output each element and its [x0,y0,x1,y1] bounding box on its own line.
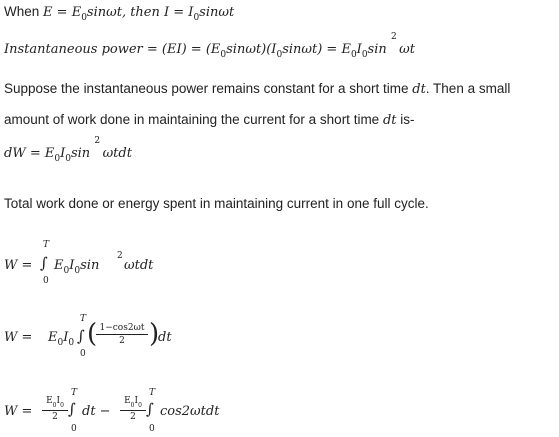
equation-line-1 [4,4,234,23]
paragraph-line-2: amount of work done in maintaining the current for a short time dt is- [4,112,415,128]
power-expression: Instantaneous power = $(EI) = (E_0\sin\omega t)(I_0\sin\omega t) = E_0I_0\sin$ 2 ωt [4,32,415,60]
dw-equation: dW = $E_0I_0\sin$ 2 ωtdt [4,136,132,164]
instantaneous-power-line [4,32,415,60]
when-text: When [4,4,40,19]
e-definition: $E = E_0\sin\omega t$, then $I = I_0\sin\omega t$ [43,5,235,23]
paragraph-line-1: Suppose the instantaneous power remains constant for a short time dt. Then a small [4,81,511,97]
total-work-text: Total work done or energy spent in maintaining current in one full cycle. [4,196,429,211]
